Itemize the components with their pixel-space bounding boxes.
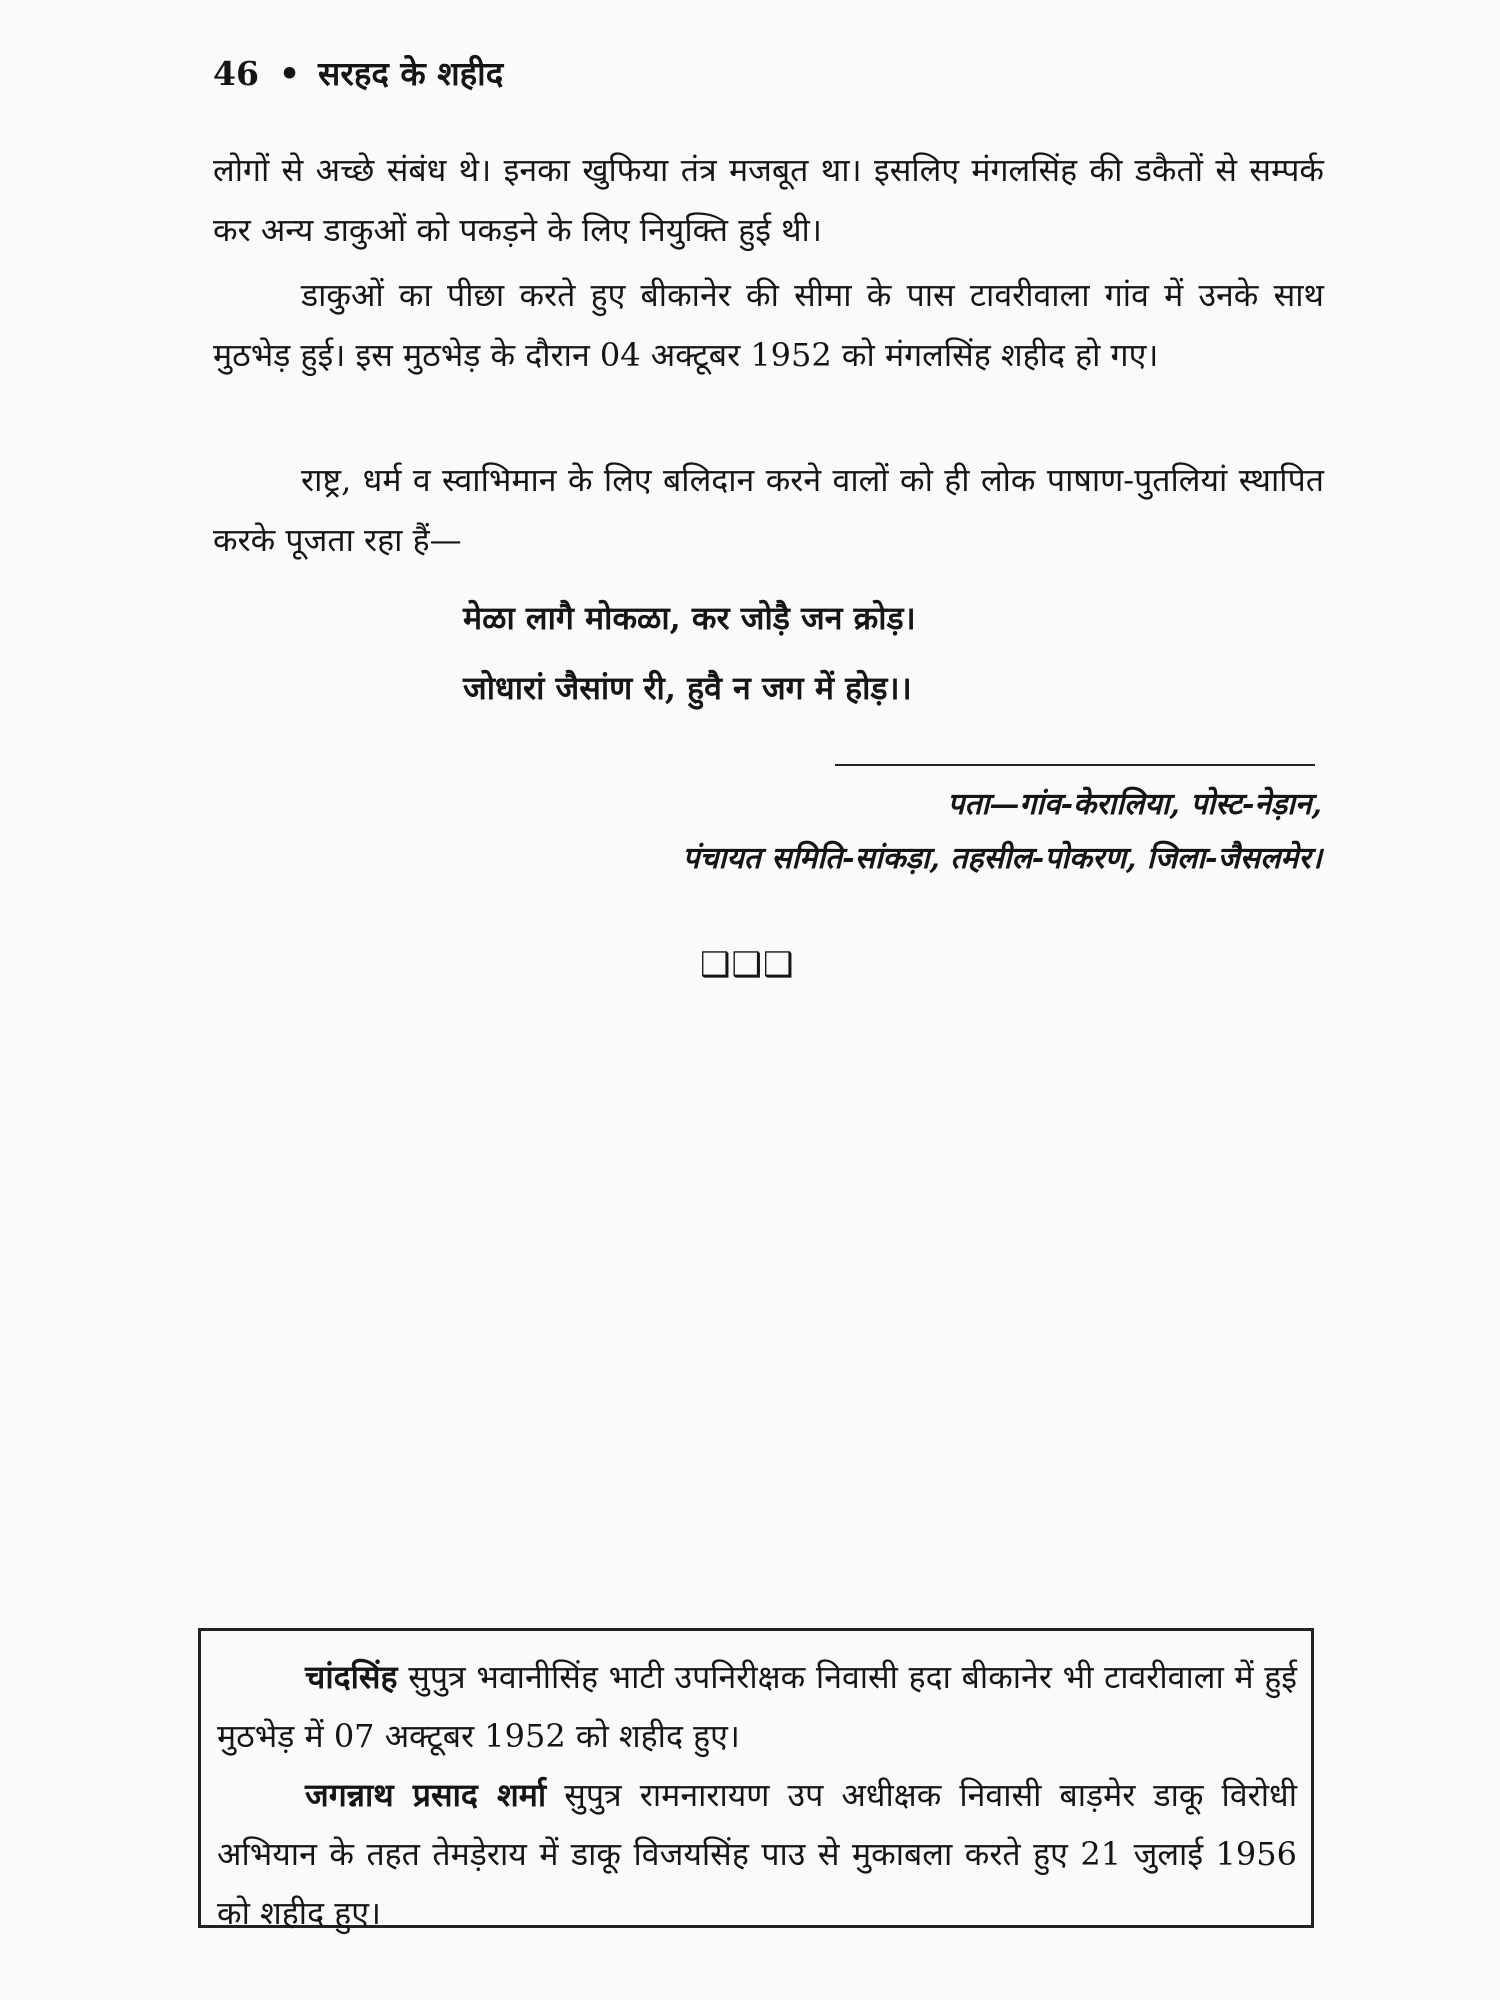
martyr-note-1 [217, 1648, 1297, 1766]
martyr-detail-1: सुपुत्र भवानीसिंह भाटी उपनिरीक्षक निवासी हदा बीकानेर भी टावरीवाला में हुई मुठभेड़ में 07 अक्टूबर 1952 को शहीद हुए। [217, 1658, 1297, 1755]
header-separator: • [278, 54, 301, 93]
address-rule [835, 764, 1315, 766]
martyr-note-2 [217, 1766, 1297, 1943]
verse-line-1: मेळा लागै मोकळा, कर जोड़ै जन क्रोड़। [463, 599, 916, 637]
body-paragraph-3: राष्ट्र, धर्म व स्वाभिमान के लिए बलिदान करने वालों को ही लोक पाषाण-पुतलियां स्थापित करके पूजता रहा हैं— [213, 461, 1324, 559]
body-paragraph-1: लोगों से अच्छे संबंध थे। इनका खुफिया तंत्र मजबूत था। इसलिए मंगलसिंह की डकैतों से सम्पर्क कर अन्य डाकुओं को पकड़ने के लिए नियुक्ति हुई थी। [213, 151, 1324, 249]
martyr-name-2: जगन्नाथ प्रसाद शर्मा [305, 1776, 547, 1814]
section-end-marker: ❑❑❑ [700, 945, 795, 985]
page-header [213, 50, 503, 95]
martyr-detail-2: सुपुत्र रामनारायण उप अधीक्षक निवासी बाड़मेर डाकू विरोधी अभियान के तहत तेमड़ेराय में डाकू विजयसिंह पाउ से मुकाबला करते हुए 21 जुलाई 1956 को शहीद हुए। [217, 1776, 1297, 1932]
page-number: 46 [213, 54, 259, 93]
book-title: सरहद के शहीद [318, 54, 504, 93]
address-line-1: पता—गांव-केरालिया, पोस्ट-नेड़ान, [947, 787, 1322, 822]
verse-line-2: जोधारां जैसांण री, हुवै न जग में होड़।। [463, 669, 912, 707]
address-line-2: पंचायत समिति-सांकड़ा, तहसील-पोकरण, जिला-जैसलमेर। [682, 841, 1322, 876]
body-paragraph-2: डाकुओं का पीछा करते हुए बीकानेर की सीमा के पास टावरीवाला गांव में उनके साथ मुठभेड़ हुई। इस मुठभेड़ के दौरान 04 अक्टूबर 1952 को मंगलसिंह शहीद हो गए। [213, 276, 1324, 374]
martyr-name-1: चांदसिंह [305, 1658, 398, 1696]
